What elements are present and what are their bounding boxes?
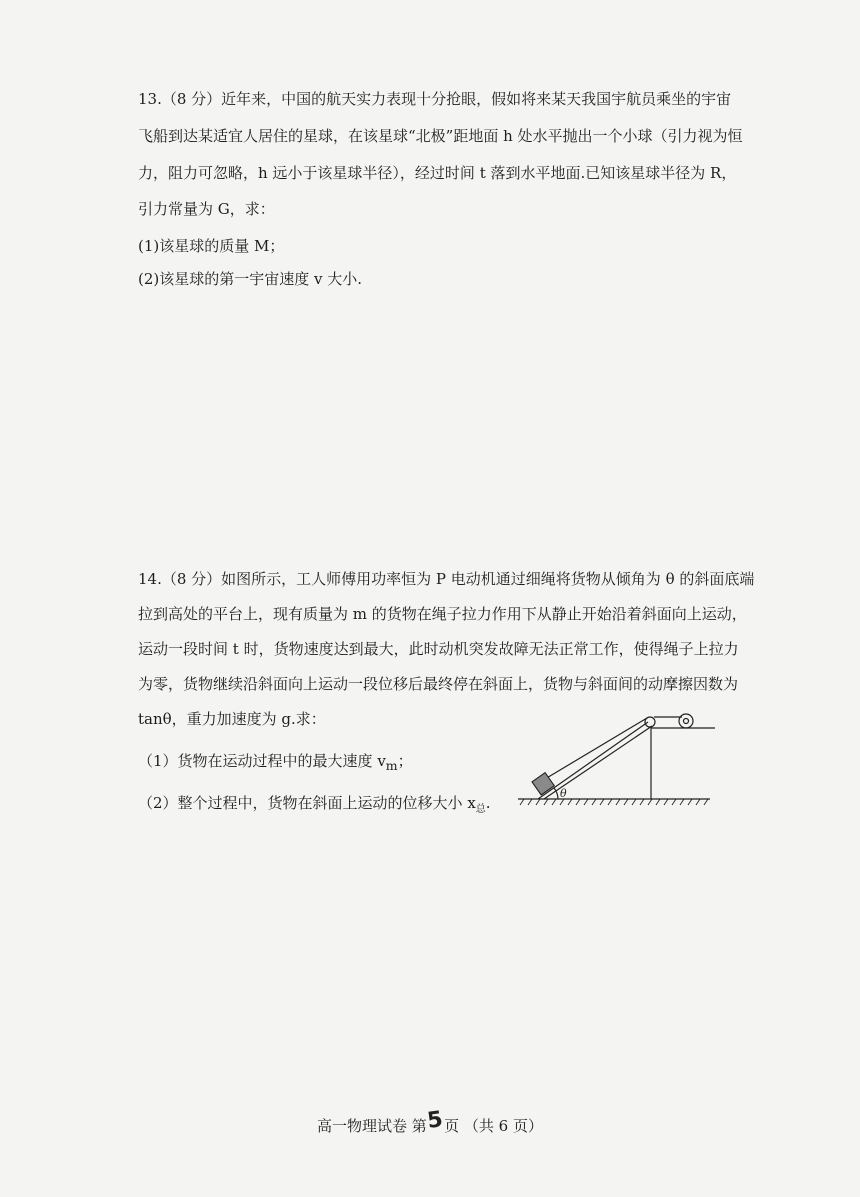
q14-sub2-end: . — [485, 794, 491, 812]
q14-line-5: tanθ，重力加速度为 g.求： — [138, 710, 326, 728]
ground-hatching — [520, 799, 708, 805]
angle-label: θ — [560, 787, 567, 800]
page-footer — [0, 1107, 860, 1137]
q13-line-2: 飞船到达某适宜人居住的星球，在该星球“北极”距地面 h 处水平抛出一个小球（引力视为恒 — [138, 127, 743, 145]
q13-line-4: 引力常量为 G，求： — [138, 200, 275, 218]
q14-subquestion-2 — [138, 792, 491, 815]
rope — [540, 718, 647, 782]
q14-line-3: 运动一段时间 t 时，货物速度达到最大，此时动机突发故障无法正常工作，使得绳子上拉力 — [138, 640, 739, 658]
q13-subquestion-2: (2)该星球的第一宇宙速度 v 大小. — [138, 270, 363, 288]
footer-suffix: 页 （共 6 页） — [444, 1117, 543, 1135]
motor — [679, 714, 693, 728]
incline-diagram — [510, 708, 720, 808]
q14-sub1-text: （1）货物在运动过程中的最大速度 v — [138, 752, 386, 770]
q14-sub1-subscript: m — [385, 758, 398, 773]
q13-line-3: 力，阻力可忽略，h 远小于该星球半径），经过时间 t 落到水平地面.已知该星球半径为 R， — [138, 164, 737, 182]
q13-line-1: 13.（8 分）近年来，中国的航天实力表现十分抢眼，假如将来某天我国宇航员乘坐的宇宙 — [138, 90, 732, 108]
motor-axle — [684, 719, 689, 724]
q14-sub2-text: （2）整个过程中，货物在斜面上运动的位移大小 x — [138, 794, 476, 812]
q14-subquestion-1 — [138, 750, 413, 773]
q14-sub2-subscript: 总 — [475, 804, 486, 815]
q14-line-2: 拉到高处的平台上，现有质量为 m 的货物在绳子拉力作用下从静止开始沿着斜面向上运动， — [138, 605, 747, 623]
handwritten-page-number: 5 — [425, 1107, 445, 1134]
q14-sub1-end: ； — [397, 752, 413, 770]
incline-surface — [538, 722, 648, 799]
q13-subquestion-1: (1)该星球的质量 M； — [138, 237, 285, 255]
footer-prefix: 高一物理试卷 第 — [317, 1117, 427, 1135]
q14-line-1: 14.（8 分）如图所示，工人师傅用功率恒为 P 电动机通过细绳将货物从倾角为 θ 的斜面底端 — [138, 570, 755, 588]
q14-line-4: 为零，货物继续沿斜面向上运动一段位移后最终停在斜面上，货物与斜面间的动摩擦因数为 — [138, 675, 739, 693]
